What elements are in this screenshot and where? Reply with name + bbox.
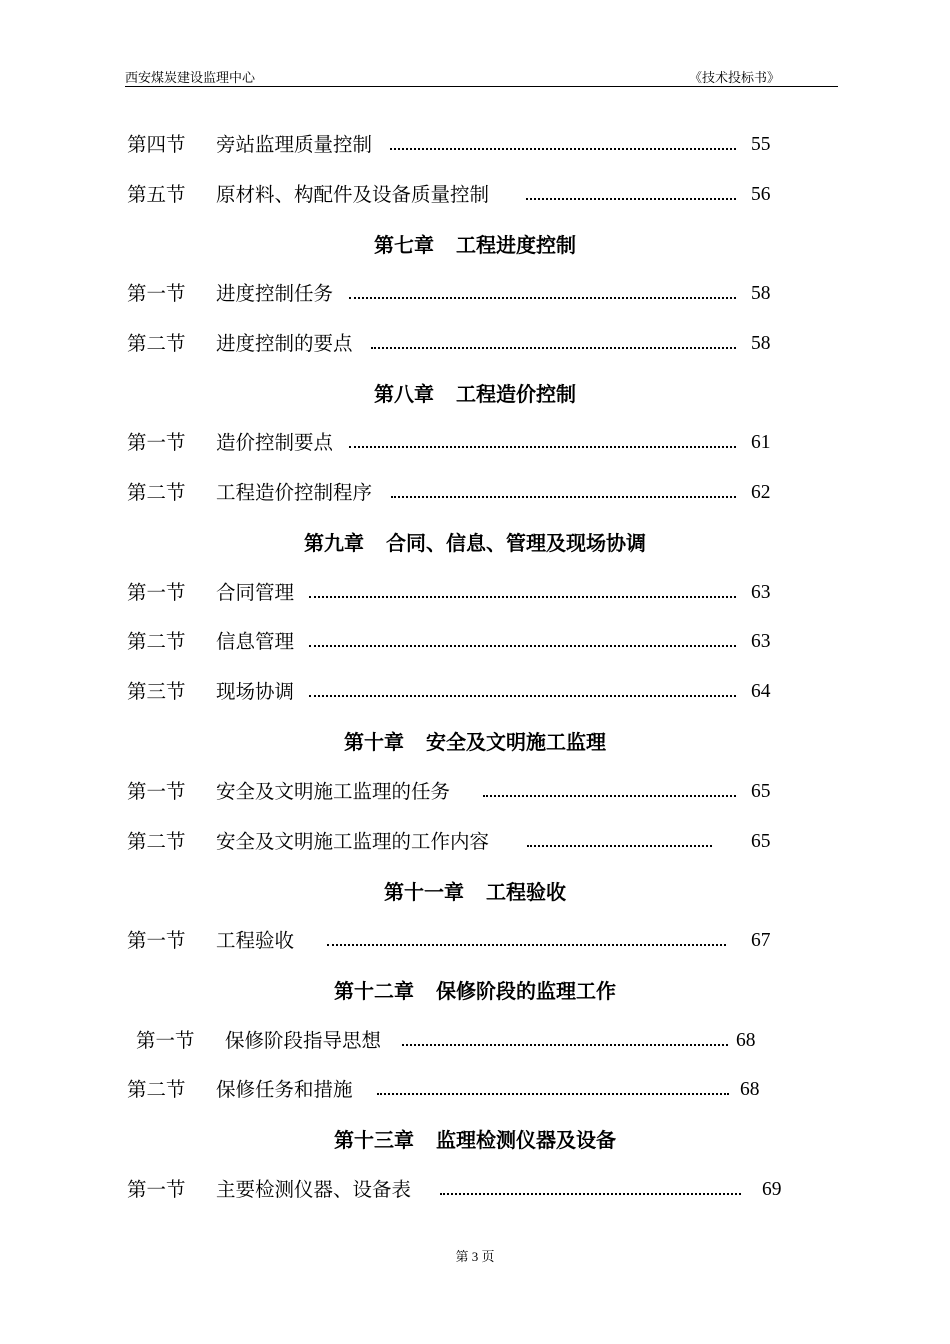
section-number: 第一节 [136,1029,195,1052]
section-number: 第四节 [127,133,186,156]
section-number: 第一节 [127,282,186,305]
toc-entry[interactable] [127,181,787,209]
dot-leader [391,496,736,498]
dot-leader [527,845,712,847]
header-org: 西安煤炭建设监理中心 [125,71,256,86]
toc-entry[interactable] [127,579,787,607]
toc-entry[interactable] [127,778,787,806]
chapter-number: 第七章 [374,233,434,257]
chapter-number: 第九章 [304,531,364,555]
toc-entry[interactable] [127,1176,797,1204]
chapter-number: 第八章 [374,382,434,406]
section-number: 第一节 [127,581,186,604]
dot-leader [309,645,736,647]
page-number: 58 [751,283,771,304]
chapter-heading[interactable] [0,380,950,408]
page-number: 58 [751,333,771,354]
chapter-title: 保修阶段的监理工作 [436,979,616,1003]
section-title: 安全及文明施工监理的工作内容 [216,830,490,853]
toc-entry[interactable] [127,628,787,656]
chapter-heading[interactable] [0,728,950,756]
section-title: 合同管理 [216,581,295,604]
section-number: 第一节 [127,929,186,952]
section-title: 现场协调 [216,680,295,703]
dot-leader [377,1093,729,1095]
chapter-number: 第十章 [344,730,404,754]
dot-leader [440,1193,741,1195]
section-number: 第一节 [127,1178,186,1201]
dot-leader [402,1044,728,1046]
dot-leader [327,944,726,946]
dot-leader [526,198,736,200]
section-title: 主要检测仪器、设备表 [216,1178,412,1201]
chapter-title: 工程验收 [486,880,566,904]
toc-entry[interactable] [127,1076,787,1104]
section-number: 第二节 [127,1078,186,1101]
chapter-heading[interactable] [0,1126,950,1154]
section-title: 原材料、构配件及设备质量控制 [216,183,490,206]
page-number: 62 [751,482,771,503]
page-number: 68 [736,1030,756,1051]
page-header [125,67,838,87]
section-title: 安全及文明施工监理的任务 [216,780,451,803]
dot-leader [309,695,736,697]
page-number: 61 [751,432,771,453]
page-number: 63 [751,582,771,603]
section-title: 造价控制要点 [216,431,334,454]
toc-entry[interactable] [127,280,787,308]
section-title: 保修任务和措施 [216,1078,353,1101]
section-title: 工程验收 [216,929,295,952]
toc-entry[interactable] [127,927,787,955]
chapter-heading[interactable] [0,977,950,1005]
chapter-number: 第十一章 [384,880,464,904]
dot-leader [349,297,736,299]
section-number: 第一节 [127,780,186,803]
section-number: 第三节 [127,680,186,703]
dot-leader [371,347,736,349]
page-number: 65 [751,831,771,852]
toc-entry[interactable] [127,429,787,457]
chapter-title: 合同、信息、管理及现场协调 [386,531,646,555]
page-footer [0,1246,950,1265]
page-number: 69 [762,1179,782,1200]
section-number: 第五节 [127,183,186,206]
chapter-heading[interactable] [0,231,950,259]
section-title: 进度控制的要点 [216,332,353,355]
dot-leader [309,596,736,598]
section-number: 第二节 [127,332,186,355]
toc-entry[interactable] [136,1027,776,1055]
chapter-title: 工程造价控制 [456,382,576,406]
page-number: 67 [751,930,771,951]
section-title: 信息管理 [216,630,295,653]
dot-leader [390,148,736,150]
header-doc-title: 《技术投标书》 [688,71,780,86]
section-title: 旁站监理质量控制 [216,133,373,156]
toc-entry[interactable] [127,678,787,706]
toc-entry[interactable] [127,330,787,358]
chapter-title: 安全及文明施工监理 [426,730,606,754]
section-number: 第二节 [127,630,186,653]
page-number: 55 [751,134,771,155]
dot-leader [483,795,736,797]
section-title: 进度控制任务 [216,282,334,305]
toc-entry[interactable] [127,479,787,507]
chapter-heading[interactable] [0,878,950,906]
page-number: 64 [751,681,771,702]
chapter-title: 工程进度控制 [456,233,576,257]
chapter-title: 监理检测仪器及设备 [436,1128,616,1152]
footer-page-label: 第 3 页 [455,1249,495,1264]
chapter-heading[interactable] [0,529,950,557]
section-title: 工程造价控制程序 [216,481,373,504]
toc-entry[interactable] [127,828,787,856]
page-number: 63 [751,631,771,652]
page-number: 56 [751,184,771,205]
page-number: 65 [751,781,771,802]
section-number: 第二节 [127,830,186,853]
section-number: 第一节 [127,431,186,454]
chapter-number: 第十三章 [334,1128,414,1152]
chapter-number: 第十二章 [334,979,414,1003]
section-number: 第二节 [127,481,186,504]
dot-leader [349,446,736,448]
page-number: 68 [740,1079,760,1100]
toc-entry[interactable] [127,131,787,159]
section-title: 保修阶段指导思想 [225,1029,382,1052]
